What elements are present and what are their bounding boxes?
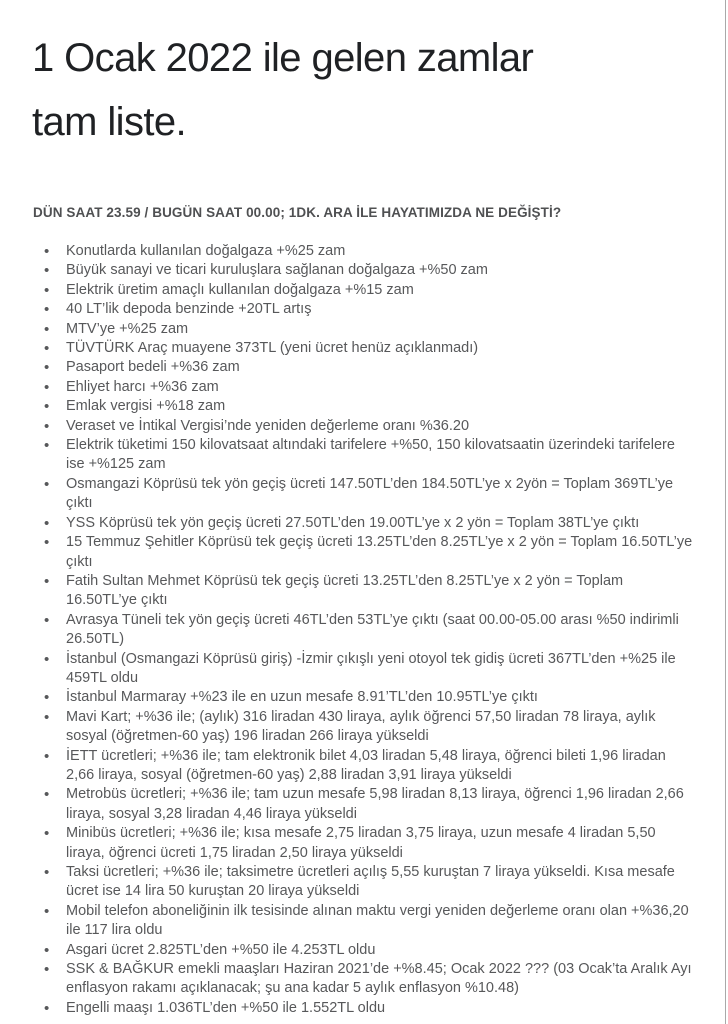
list-item: • Büyük sanayi ve ticari kuruluşlara sağlanan doğalgaza +%50 zam [66, 261, 696, 280]
list-item: • İstanbul Marmaray +%23 ile en uzun mesafe 8.91’TL’den 10.95TL’ye çıktı [66, 688, 696, 707]
list-item: • Osmangazi Köprüsü tek yön geçiş ücreti 147.50TL’den 184.50TL’ye x 2yön = Toplam 369TL’ye çıktı [66, 475, 696, 514]
list-item: • YSS Köprüsü tek yön geçiş ücreti 27.50TL’den 19.00TL’ye x 2 yön = Toplam 38TL’ye çıktı [66, 514, 696, 533]
list-item: • TÜVTÜRK Araç muayene 373TL (yeni ücret henüz açıklanmadı) [66, 339, 696, 358]
list-item: • Pasaport bedeli +%36 zam [66, 358, 696, 377]
right-edge-divider [725, 0, 726, 1024]
list-item: • Elektrik tüketimi 150 kilovatsaat altındaki tarifelere +%50, 150 kilovatsaatin üzerindeki tarifelere ise +%125 zam [66, 436, 696, 475]
list-item: • Elektrik üretim amaçlı kullanılan doğalgaza +%15 zam [66, 281, 696, 300]
list-item: • Ehliyet harcı +%36 zam [66, 378, 696, 397]
list-item: • Metrobüs ücretleri; +%36 ile; tam uzun mesafe 5,98 liradan 8,13 liraya, öğrenci 1,96 liradan 2,66 liraya, sosyal 3,28 liradan 4,46 liraya yükseldi [66, 785, 696, 824]
list-item: • İstanbul (Osmangazi Köprüsü giriş) -İzmir çıkışlı yeni otoyol tek gidiş ücreti 367TL’den +%25 ile 459TL oldu [66, 650, 696, 689]
list-item: • İETT ücretleri; +%36 ile; tam elektronik bilet 4,03 liradan 5,48 liraya, öğrenci bileti 1,96 liradan 2,66 liraya, sosyal (öğretmen-60 yaş) 2,88 liradan 3,91 liraya yükseldi [66, 747, 696, 786]
list-item: • Mavi Kart; +%36 ile; (aylık) 316 liradan 430 liraya, aylık öğrenci 57,50 liradan 78 liraya, aylık sosyal (öğretmen-60 yaş) 196 liradan 266 liraya yükseldi [66, 708, 696, 747]
page-title-line-2: tam liste. [32, 100, 187, 144]
page-title [0, 0, 728, 154]
list-item: • MTV’ye +%25 zam [66, 320, 696, 339]
list-item: • Avrasya Tüneli tek yön geçiş ücreti 46TL’den 53TL’ye çıktı (saat 00.00-05.00 arası %50 indirimli 26.50TL) [66, 611, 696, 650]
list-item: • 40 LT’lik depoda benzinde +20TL artış [66, 300, 696, 319]
list-item: • SSK & BAĞKUR emekli maaşları Haziran 2021’de +%8.45; Ocak 2022 ??? (03 Ocak’ta Aralık Ayı enflasyon rakamı açıklanacak; şu ana kadar 5 aylık enflasyon %10.48) [66, 960, 696, 999]
list-item: • Taksi ücretleri; +%36 ile; taksimetre ücretleri açılış 5,55 kuruştan 7 liraya yükseldi. Kısa mesafe ücret ise 14 lira 50 kuruştan 20 liraya yükseldi [66, 863, 696, 902]
list-item: • Mobil telefon aboneliğinin ilk tesisinde alınan maktu vergi yeniden değerleme oranı olan +%36,20 ile 117 lira oldu [66, 902, 696, 941]
list-item: • Asgari ücret 2.825TL’den +%50 ile 4.253TL oldu [66, 941, 696, 960]
list-item: • Veraset ve İntikal Vergisi’nde yeniden değerleme oranı %36.20 [66, 417, 696, 436]
list-item: • Emlak vergisi +%18 zam [66, 397, 696, 416]
list-item: • Minibüs ücretleri; +%36 ile; kısa mesafe 2,75 liradan 3,75 liraya, uzun mesafe 4 liradan 5,50 liraya, öğrenci ücreti 1,75 liradan 2,50 liraya yükseldi [66, 824, 696, 863]
page-title-line-1: 1 Ocak 2022 ile gelen zamlar [32, 36, 534, 80]
list-item: • Engelli maaşı 1.036TL’den +%50 ile 1.552TL oldu [66, 999, 696, 1018]
list-item: • Fatih Sultan Mehmet Köprüsü tek geçiş ücreti 13.25TL’den 8.25TL’ye x 2 yön = Toplam 16.50TL’ye çıktı [66, 572, 696, 611]
price-increase-list [0, 242, 728, 1018]
list-item: • 15 Temmuz Şehitler Köprüsü tek geçiş ücreti 13.25TL’den 8.25TL’ye x 2 yön = Toplam 16.50TL’ye çıktı [66, 533, 696, 572]
list-item: • Konutlarda kullanılan doğalgaza +%25 zam [66, 242, 696, 261]
article-subheading: DÜN SAAT 23.59 / BUGÜN SAAT 00.00; 1DK. ARA İLE HAYATIMIZDA NE DEĞİŞTİ? [33, 205, 562, 220]
